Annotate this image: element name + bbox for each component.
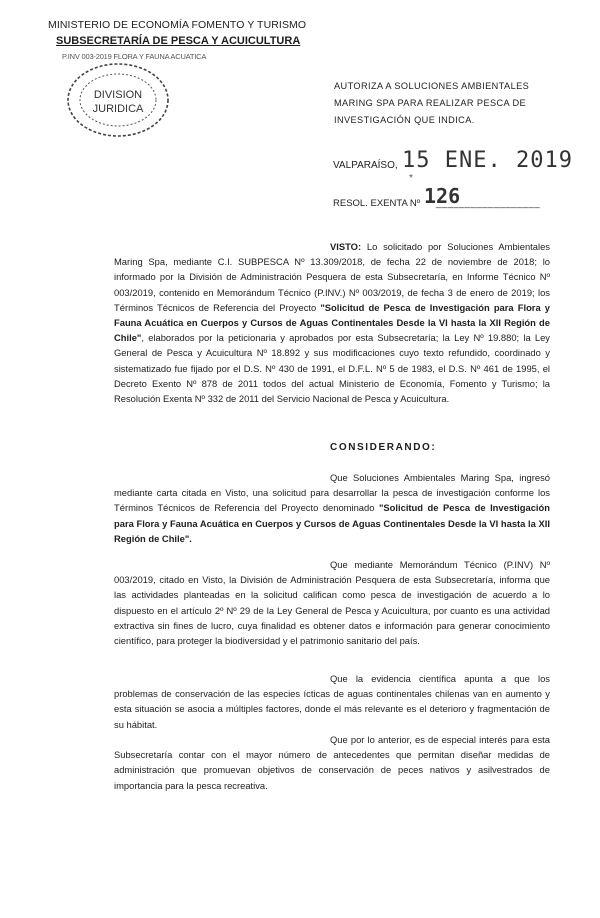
- considerando-paragraph-3: [114, 671, 550, 732]
- considerando-4-text: Que por lo anterior, es de especial interés para esta Subsecretaría contar con el mayor número de antecedentes que permitan diseñar medidas de administración que promuevan objetivos de conservación de peces nativos y asilvestrados de importancia para la pesca recreativa.: [114, 734, 550, 791]
- reference-code: P.INV 003-2019 FLORA Y FAUNA ACUATICA: [62, 52, 207, 61]
- considerando-3-text: Que la evidencia científica apunta a que los problemas de conservación de las especies ícticas de aguas continentales chilenas van en aumento y esta situación se asocia a múltiples factores, donde el más relevante es el deterioro y fragmentación de su hábitat.: [114, 673, 550, 730]
- date-city: VALPARAÍSO,: [333, 160, 398, 171]
- date-mark: *: [409, 173, 413, 184]
- considerando-paragraph-1: [114, 470, 550, 546]
- resolution-number: 126: [424, 184, 461, 208]
- visto-project-title: "Solicitud de Pesca de Investigación para Flora y Fauna Acuática en Cuerpos y Cursos de Aguas Continentales Desde la VI hasta la XII Región de Chile": [114, 301, 550, 344]
- visto-text-a: Lo solicitado por Soluciones Ambientales Maring Spa, mediante C.I. SUBPESCA Nº 13.309/2018, de fecha 22 de noviembre de 2018; lo informado por la División de Administración Pesquera de esta Subsecretaría, en Informe Técnico Nº 003/2019, contenido en Memorándum Técnico (P.INV.) Nº 003/2019, de fecha 3 de enero de 2019; los Términos Técnicos de Referencia del Proyecto: [114, 241, 550, 313]
- considerando-2-text: Que mediante Memorándum Técnico (P.INV) Nº 003/2019, citado en Visto, la División de Administración Pesquera de esta Subsecretaría, informa que las actividades planteadas en la solicitud califican como pesca de investigación de acuerdo a lo dispuesto en el artículo 2º Nº 29 de la Ley General de Pesca y Acuicultura, por cuanto es una actividad extractiva sin fines de lucro, cuya finalidad es obtener datos e información para generar conocimiento científico, para proteger la biodiversidad y el patrimonio sanitario del país.: [114, 559, 550, 647]
- division-juridica-stamp: [62, 60, 174, 140]
- visto-label: VISTO:: [330, 241, 362, 252]
- resolution-subject: AUTORIZA A SOLUCIONES AMBIENTALES MARING SPA PARA REALIZAR PESCA DE INVESTIGACIÓN QUE INDICA.: [334, 81, 530, 125]
- resolution-label: RESOL. EXENTA Nº: [333, 198, 421, 209]
- subsecretaria-header: SUBSECRETARÍA DE PESCA Y ACUICULTURA: [56, 35, 301, 47]
- considerando-paragraph-4: [114, 732, 550, 793]
- considerando-1-text: Que Soluciones Ambientales Maring Spa, ingresó mediante carta citada en Visto, una solicitud para desarrollar la pesca de investigación conforme los Términos Técnicos de Referencia del Proyecto denominado: [114, 472, 550, 514]
- considerando-1-project-title: "Solicitud de Pesca de Investigación para Flora y Fauna Acuática en Cuerpos y Cursos de Aguas Continentales Desde la VI hasta la XII Región de Chile".: [114, 502, 550, 544]
- considerando-paragraph-2: [114, 557, 550, 648]
- visto-text-b: , elaborados por la peticionaria y aprobados por esta Subsecretaría; la Ley Nº 19.880; la Ley General de Pesca y Acuicultura Nº 18.892 y sus modificaciones cuyo texto refundido, coordinado y sistematizado fue fijado por el D.S. Nº 430 de 1991, el D.F.L. Nº 5 de 1983, el D.S. Nº 461 de 1995, el Decreto Exento Nº 878 de 2011 todos del actual Ministerio de Economía, Fomento y Turismo; la Resolución Exenta Nº 332 de 2011 del Servicio Nacional de Pesca y Acuicultura.: [114, 332, 550, 405]
- stamp-line-1: DIVISION: [93, 89, 143, 101]
- ministry-header: MINISTERIO DE ECONOMÍA FOMENTO Y TURISMO: [48, 19, 307, 31]
- considerando-heading: CONSIDERANDO:: [330, 442, 437, 453]
- stamp-line-2: JURIDICA: [92, 103, 144, 115]
- visto-paragraph: [114, 239, 550, 406]
- date-stamp: 15 ENE. 2019: [402, 148, 573, 173]
- resolution-underline: __________________: [436, 198, 541, 209]
